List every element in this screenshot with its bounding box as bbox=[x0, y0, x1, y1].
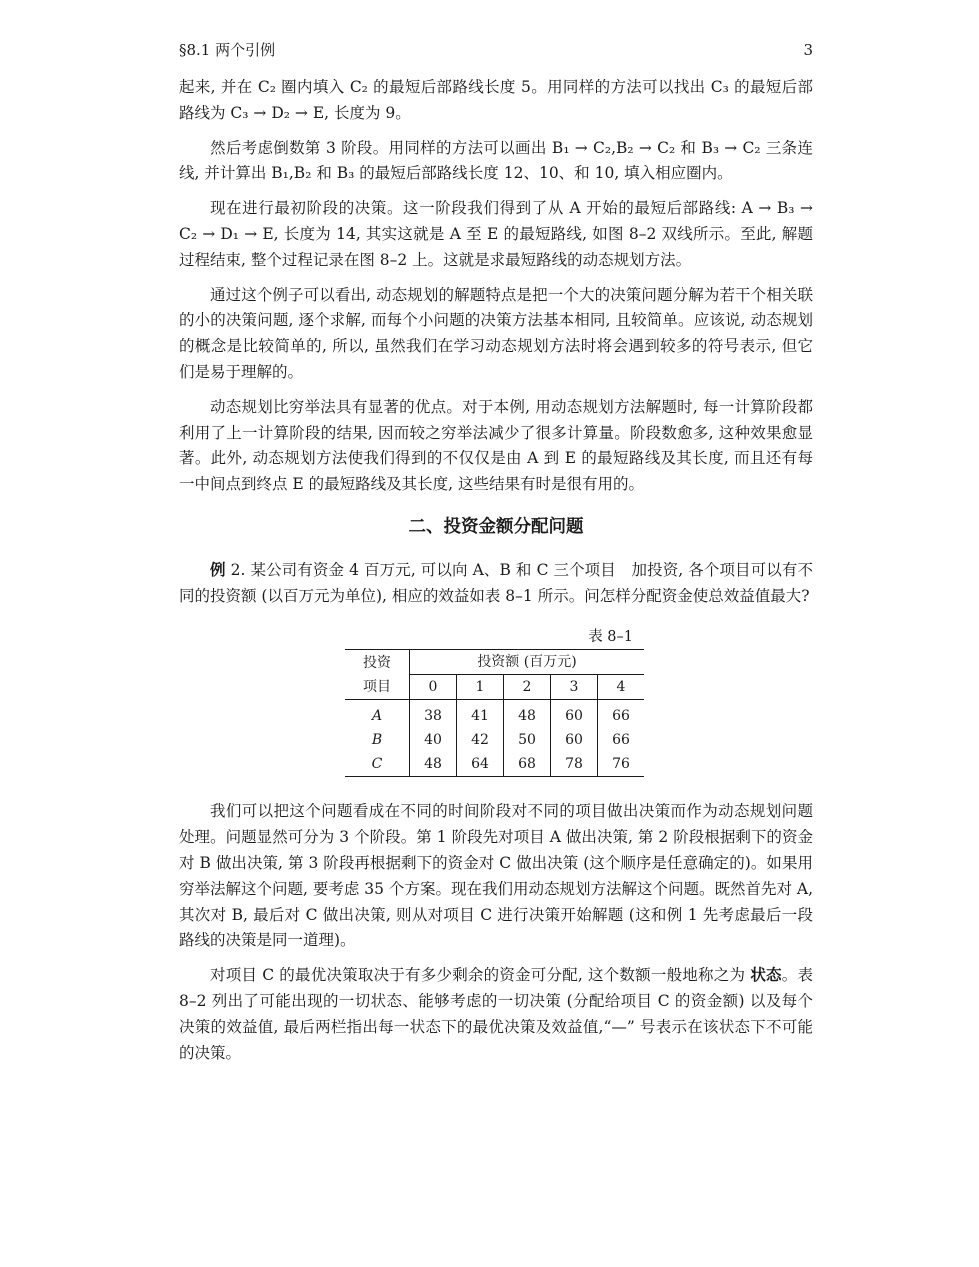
table-cell: 48 bbox=[504, 700, 551, 729]
table-cell: 66 bbox=[612, 708, 630, 725]
table-caption: 表 8–1 bbox=[588, 629, 633, 646]
table-header-row-2 bbox=[345, 675, 644, 700]
example-text: 2. 某公司有资金 4 百万元, 可以向 A、B 和 C 三个项目 加投资, 各个项目可以有不同的投资额 (以百万元为单位), 相应的效益如表 8–1 所示。问怎样分配资金使总效益值最大? bbox=[179, 560, 813, 605]
table-cell: 50 bbox=[504, 728, 551, 752]
table-cell: 40 bbox=[410, 728, 457, 752]
investment-table bbox=[345, 649, 644, 777]
paragraph-5: 动态规划比穷举法具有显著的优点。对于本例, 用动态规划方法解题时, 每一计算阶段都利用了上一计算阶段的结果, 因而较之穷举法减少了很多计算量。阶段数愈多, 这种效果愈显著。此外, 动态规划方法使我们得到的不仅仅是由 A 到 E 的最短路线及其长度, 而且还有每一中间点到终点 E 的最短路线及其长度, 这些结果有时是很有用的。 bbox=[179, 397, 813, 494]
example-label: 例 bbox=[210, 560, 226, 579]
state-term: 状态 bbox=[750, 966, 782, 985]
column-header: 4 bbox=[598, 675, 645, 700]
paragraph-2: 然后考虑倒数第 3 阶段。用同样的方法可以画出 B₁ → C₂,B₂ → C₂ 和 B₃ → C₂ 三条连线, 并计算出 B₁,B₂ 和 B₃ 的最短后部路线长度 12、10、和 10, 填入相应圈内。 bbox=[179, 138, 813, 183]
column-group-header: 投资额 (百万元) bbox=[410, 650, 645, 675]
main-text bbox=[179, 75, 813, 1075]
table-cell: 42 bbox=[457, 728, 504, 752]
table-cell: 76 bbox=[598, 752, 645, 777]
example-paragraph bbox=[179, 558, 813, 610]
table-row bbox=[345, 752, 644, 777]
row-label: B bbox=[345, 728, 410, 752]
running-header bbox=[179, 38, 813, 62]
row-header-bottom: 项目 bbox=[345, 675, 410, 700]
table-cell: 48 bbox=[410, 752, 457, 777]
column-header: 2 bbox=[504, 675, 551, 700]
section-title: 二、投资金额分配问题 bbox=[408, 516, 584, 537]
state-paragraph bbox=[179, 963, 813, 1066]
table-row bbox=[345, 700, 644, 729]
column-header: 1 bbox=[457, 675, 504, 700]
state-text-before: 对项目 C 的最优决策取决于有多少剩余的资金可分配, 这个数额一般地称之为 bbox=[210, 966, 751, 985]
table-cell: 41 bbox=[457, 700, 504, 729]
column-header: 0 bbox=[410, 675, 457, 700]
page-number: 3 bbox=[803, 41, 813, 59]
row-label: A bbox=[345, 700, 410, 729]
paragraph-1: 起来, 并在 C₂ 圈内填入 C₂ 的最短后部路线长度 5。用同样的方法可以找出 C₃ 的最短后部路线为 C₃ → D₂ → E, 长度为 9。 bbox=[179, 78, 813, 122]
table-cell: 60 bbox=[551, 700, 598, 729]
table-cell: 60 bbox=[551, 728, 598, 752]
column-header: 3 bbox=[551, 675, 598, 700]
paragraph-3: 现在进行最初阶段的决策。这一阶段我们得到了从 A 开始的最短后部路线: A → B₃ → C₂ → D₁ → E, 长度为 14, 其实这就是 A 至 E 的最短路线, 如图 8–2 双线所示。至此, 解题过程结束, 整个过程记录在图 8–2 上。这就是求最短路线的动态规划方法。 bbox=[179, 199, 813, 269]
row-header-top: 投资 bbox=[345, 650, 410, 675]
table-block bbox=[179, 627, 813, 777]
table-cell: 66 bbox=[612, 732, 630, 749]
paragraph-after-table: 我们可以把这个问题看成在不同的时间阶段对不同的项目做出决策而作为动态规划问题处理。问题显然可分为 3 个阶段。第 1 阶段先对项目 A 做出决策, 第 2 阶段根据剩下的资金对 B 做出决策, 第 3 阶段再根据剩下的资金对 C 做出决策 (这个顺序是任意确定的)。如果用穷举法解这个问题, 要考虑 35 个方案。现在我们用动态规划方法解这个问题。既然首先对 A, 其次对 B, 最后对 C 做出决策, 则从对项目 C 进行决策开始解题 (这和例 1 先考虑最后一段路线的决策是同一道理)。 bbox=[179, 802, 813, 950]
state-text-after: 。表 8–2 列出了可能出现的一切状态、能够考虑的一切决策 (分配给项目 C 的资金额) 以及每个决策的效益值, 最后两栏指出每一状态下的最优决策及效益值,“—” 号表示在该状态下不可能的决策。 bbox=[179, 966, 813, 1062]
table-cell: 68 bbox=[504, 752, 551, 777]
table-cell: 78 bbox=[551, 752, 598, 777]
paragraph-4: 通过这个例子可以看出, 动态规划的解题特点是把一个大的决策问题分解为若干个相关联的小的决策问题, 逐个求解, 而每个小问题的决策方法基本相同, 且较简单。应该说, 动态规划的概念是比较简单的, 所以, 虽然我们在学习动态规划方法时将会遇到较多的符号表示, 但它们是易于理解的。 bbox=[179, 285, 813, 381]
table-cell: 64 bbox=[457, 752, 504, 777]
table-header-row-1 bbox=[345, 650, 644, 675]
section-heading: §8.1 两个引例 bbox=[179, 41, 276, 59]
row-label: C bbox=[345, 752, 410, 777]
table-row bbox=[345, 728, 644, 752]
table-cell: 38 bbox=[410, 700, 457, 729]
